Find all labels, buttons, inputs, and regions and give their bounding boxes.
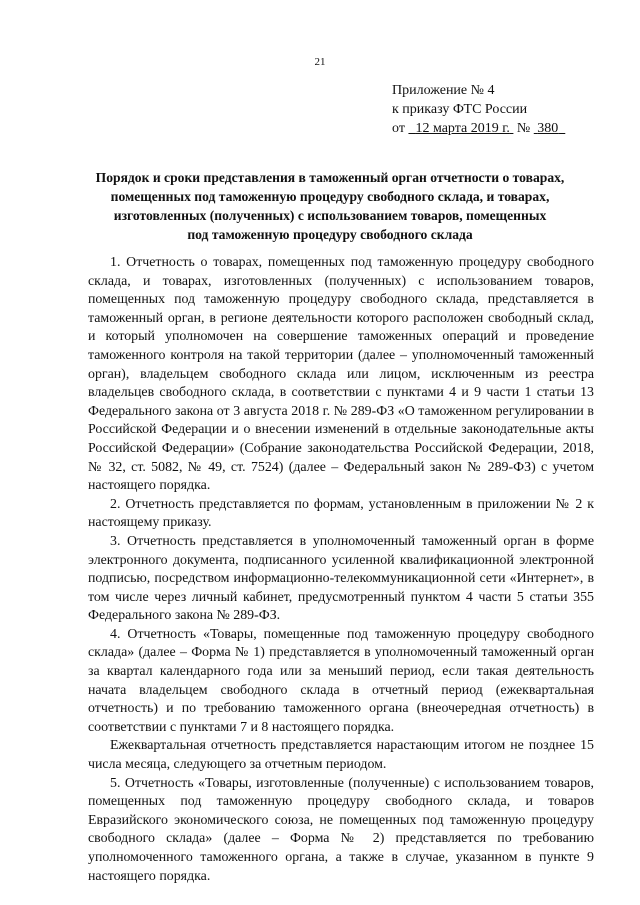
appendix-order-reference: к приказу ФТС России — [392, 102, 528, 117]
page-number: 21 — [314, 56, 326, 68]
number-label: № — [516, 121, 531, 136]
date-prefix: от — [392, 121, 405, 136]
appendix-number: Приложение № 4 — [392, 83, 495, 98]
title-line: помещенных под таможенную процедуру свободного склада, и товарах, — [110, 189, 550, 204]
appendix-header — [392, 81, 565, 138]
paragraph-5: 5. Отчетность «Товары, изготовленные (полученные) с использованием товаров, помещенных под таможенную процедуру свободного склада, и товаров Евразийского экономического союза, не помещенных под таможенную процедуру свободного склада» (далее – Форма № 2) представляется по требованию уполномоченного таможенного органа, а также в случае, указанном в пункте 9 настоящего порядка. — [88, 775, 594, 884]
order-number: 380 — [537, 121, 559, 136]
paragraph-3: 3. Отчетность представляется в уполномоченный таможенный орган в форме электронного документа, подписанного усиленной квалификационной электронной подписью, посредством информационно-телекоммуникационной сети «Интернет», в том числе через личный кабинет, предусмотренный пунктом 4 части 5 статьи 355 Федерального закона № 289-ФЗ. — [88, 533, 594, 624]
paragraph-4: 4. Отчетность «Товары, помещенные под таможенную процедуру свободного склада» (далее – Форма № 1) представляется в уполномоченный таможенный орган за квартал календарного года или за меньший период, если такая деятельность начата владельцем свободного склада в отчетный период (ежеквартальная отчетность) и по требованию таможенного органа (внеочередная отчетность) в соответствии с пунктами 7 и 8 настоящего порядка. — [88, 626, 594, 735]
paragraph-1: 1. Отчетность о товарах, помещенных под таможенную процедуру свободного склада, и товарах, изготовленных (полученных) с использованием товаров, помещенных под таможенную процедуру свободного склада, представляется в таможенный орган, в регионе деятельности которого расположен свободный склад, и который уполномочен на совершение таможенных операций и проведение таможенного контроля на такой территории (далее – уполномоченный таможенный орган), владельцем свободного склада или лицом, исключенным из реестра владельцев свободного склада, в соответствии с пунктами 4 и 9 части 1 статьи 13 Федерального закона от 3 августа 2018 г. № 289-ФЗ «О таможенном регулировании в Российской Федерации и о внесении изменений в отдельные законодательные акты Российской Федерации» (Собрание законодательства Российской Федерации, 2018, № 32, ст. 5082, № 49, ст. 7524) (далее – Федеральный закон № 289-ФЗ) с учетом настоящего порядка. — [88, 255, 594, 494]
paragraph-2: 2. Отчетность представляется по формам, установленным в приложении № 2 к настоящему приказу. — [88, 496, 594, 531]
document-body — [88, 254, 594, 886]
title-line: Порядок и сроки представления в таможенный орган отчетности о товарах, — [95, 170, 565, 185]
appendix-date-line — [392, 119, 565, 138]
document-title — [60, 168, 600, 244]
title-line: изготовленных (полученных) с использованием товаров, помещенных — [113, 208, 547, 223]
order-date: 12 марта 2019 г. — [415, 121, 510, 136]
title-line: под таможенную процедуру свободного склада — [187, 227, 473, 242]
paragraph-4-continuation: Ежеквартальная отчетность представляется нарастающим итогом не позднее 15 числа месяца, следующего за отчетным периодом. — [88, 738, 594, 773]
